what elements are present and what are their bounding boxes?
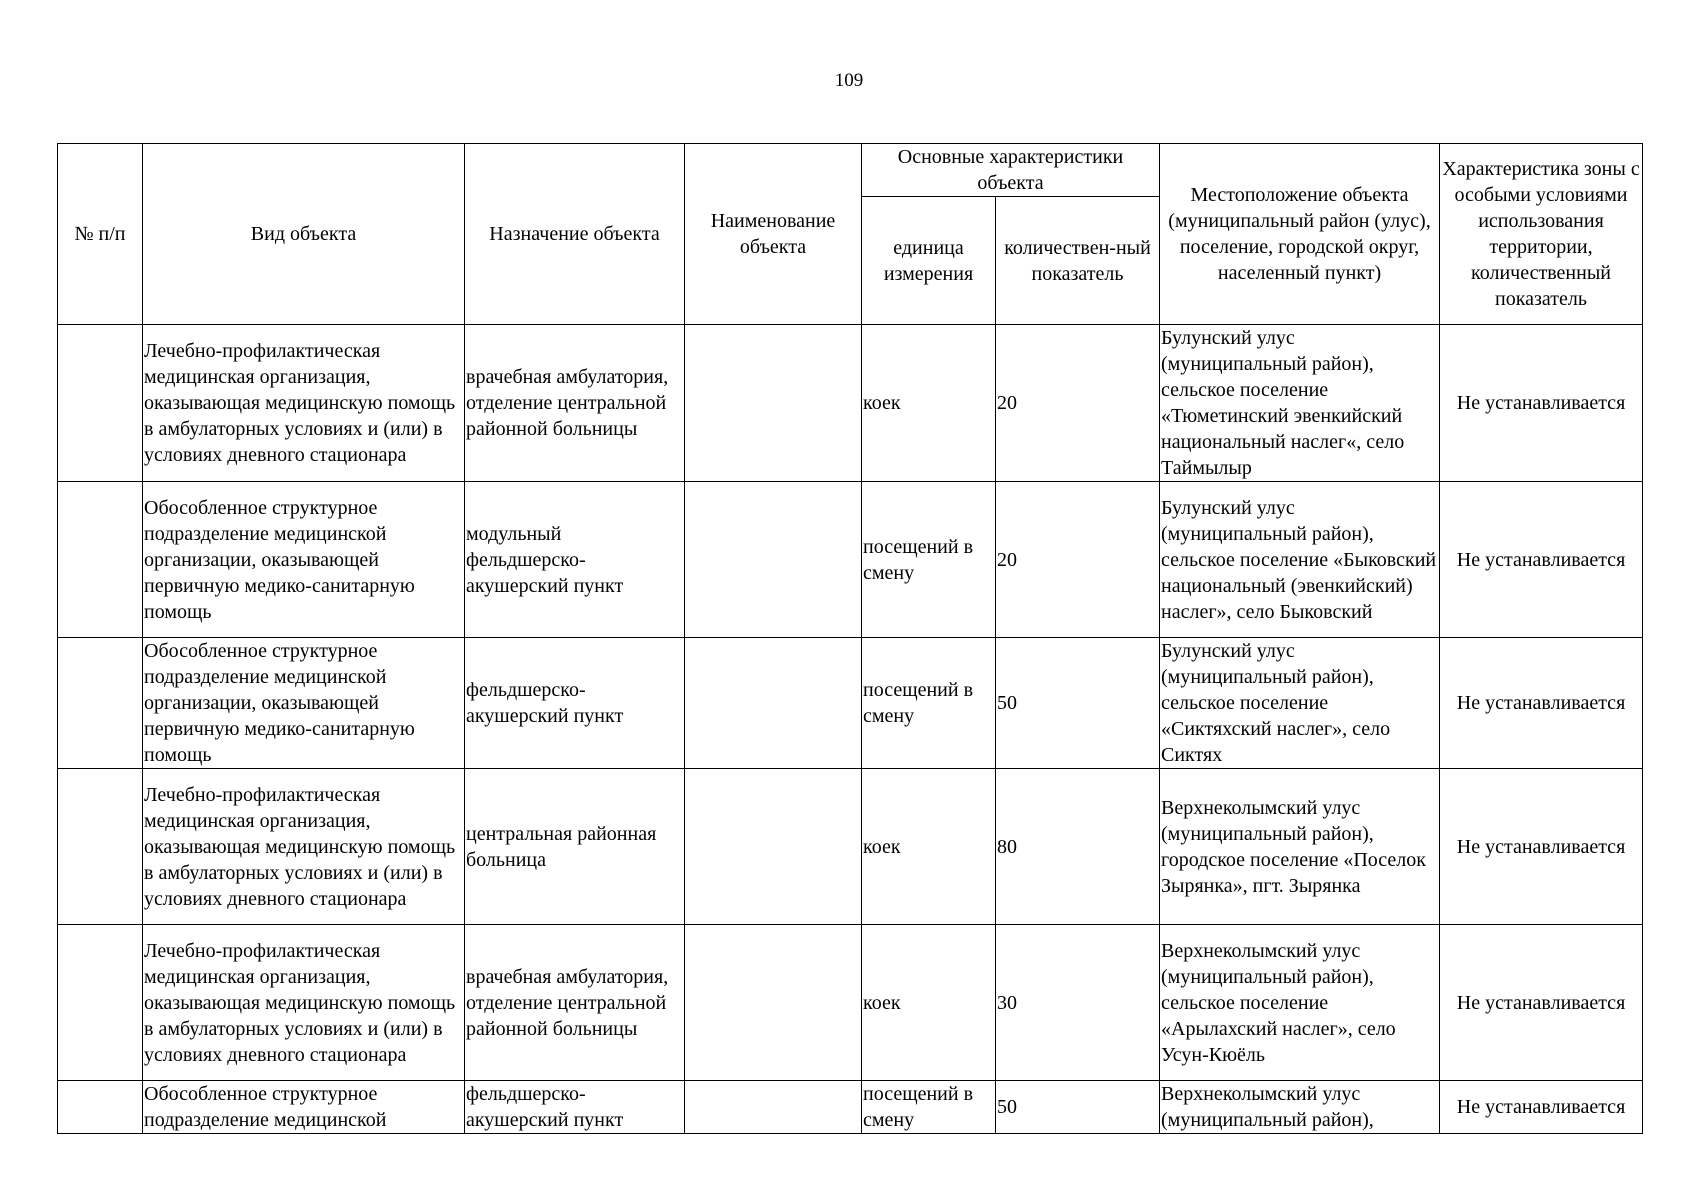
table-body [58, 325, 1643, 1134]
cell-location: Верхнеколымский улус (муниципальный район), [1160, 1081, 1440, 1134]
cell-name [685, 769, 862, 925]
cell-type: Обособленное структурное подразделение медицинской организации, оказывающей первичную медико-санитарную помощь [143, 482, 465, 638]
cell-quantity: 30 [996, 925, 1160, 1081]
table-row [58, 925, 1643, 1081]
cell-name [685, 1081, 862, 1134]
cell-type: Лечебно-профилактическая медицинская организация, оказывающая медицинскую помощь в амбулаторных условиях и (или) в условиях дневного стационара [143, 325, 465, 482]
cell-zone: Не устанавливается [1440, 638, 1643, 769]
cell-zone: Не устанавливается [1440, 1081, 1643, 1134]
cell-name [685, 925, 862, 1081]
cell-quantity: 50 [996, 1081, 1160, 1134]
cell-location: Верхнеколымский улус (муниципальный район), сельское поселение «Арылахский наслег», село Усун-Кюёль [1160, 925, 1440, 1081]
cell-name [685, 638, 862, 769]
cell-location: Булунский улус (муниципальный район), сельское поселение «Тюметинский эвенкийский национальный наслег«, село Таймылыр [1160, 325, 1440, 482]
cell-unit: коек [862, 925, 996, 1081]
cell-purpose: центральная районная больница [465, 769, 685, 925]
cell-quantity: 20 [996, 325, 1160, 482]
cell-unit: посещений в смену [862, 1081, 996, 1134]
cell-purpose: модульный фельдшерско-акушерский пункт [465, 482, 685, 638]
cell-type: Лечебно-профилактическая медицинская организация, оказывающая медицинскую помощь в амбулаторных условиях и (или) в условиях дневного стационара [143, 769, 465, 925]
cell-purpose: врачебная амбулатория, отделение центральной районной больницы [465, 925, 685, 1081]
cell-quantity: 20 [996, 482, 1160, 638]
cell-name [685, 325, 862, 482]
header-quantity: количествен-ный показатель [996, 197, 1160, 325]
table-row [58, 1081, 1643, 1134]
header-num: № п/п [58, 144, 143, 325]
header-name: Наименование объекта [685, 144, 862, 325]
table-row [58, 638, 1643, 769]
cell-zone: Не устанавливается [1440, 325, 1643, 482]
cell-purpose: фельдшерско-акушерский пункт [465, 638, 685, 769]
cell-type: Обособленное структурное подразделение медицинской организации, оказывающей первичную медико-санитарную помощь [143, 638, 465, 769]
table-row [58, 769, 1643, 925]
cell-num [58, 925, 143, 1081]
objects-table [57, 143, 1643, 1134]
header-type: Вид объекта [143, 144, 465, 325]
cell-zone: Не устанавливается [1440, 925, 1643, 1081]
cell-purpose: врачебная амбулатория, отделение центральной районной больницы [465, 325, 685, 482]
cell-location: Верхнеколымский улус (муниципальный район), городское поселение «Поселок Зырянка», пгт. Зырянка [1160, 769, 1440, 925]
cell-quantity: 80 [996, 769, 1160, 925]
cell-num [58, 769, 143, 925]
cell-zone: Не устанавливается [1440, 482, 1643, 638]
header-main-characteristics: Основные характеристики объекта [862, 144, 1160, 197]
header-unit: единица измерения [862, 197, 996, 325]
cell-quantity: 50 [996, 638, 1160, 769]
cell-num [58, 1081, 143, 1134]
cell-num [58, 638, 143, 769]
table-header [58, 144, 1643, 325]
cell-unit: коек [862, 769, 996, 925]
cell-unit: коек [862, 325, 996, 482]
cell-zone: Не устанавливается [1440, 769, 1643, 925]
page-number: 109 [834, 70, 864, 91]
cell-type: Лечебно-профилактическая медицинская организация, оказывающая медицинскую помощь в амбулаторных условиях и (или) в условиях дневного стационара [143, 925, 465, 1081]
cell-unit: посещений в смену [862, 638, 996, 769]
cell-type: Обособленное структурное подразделение медицинской [143, 1081, 465, 1134]
cell-name [685, 482, 862, 638]
header-location: Местоположение объекта (муниципальный район (улус), поселение, городской округ, населенный пункт) [1160, 144, 1440, 325]
table-row [58, 325, 1643, 482]
cell-unit: посещений в смену [862, 482, 996, 638]
cell-location: Булунский улус (муниципальный район), сельское поселение «Быковский национальный (эвенкийский) наслег», село Быковский [1160, 482, 1440, 638]
cell-num [58, 482, 143, 638]
cell-location: Булунский улус (муниципальный район), сельское поселение «Сиктяхский наслег», село Сиктях [1160, 638, 1440, 769]
header-purpose: Назначение объекта [465, 144, 685, 325]
cell-num [58, 325, 143, 482]
cell-purpose: фельдшерско-акушерский пункт [465, 1081, 685, 1134]
table-row [58, 482, 1643, 638]
header-zone: Характеристика зоны с особыми условиями использования территории, количественный показатель [1440, 144, 1643, 325]
